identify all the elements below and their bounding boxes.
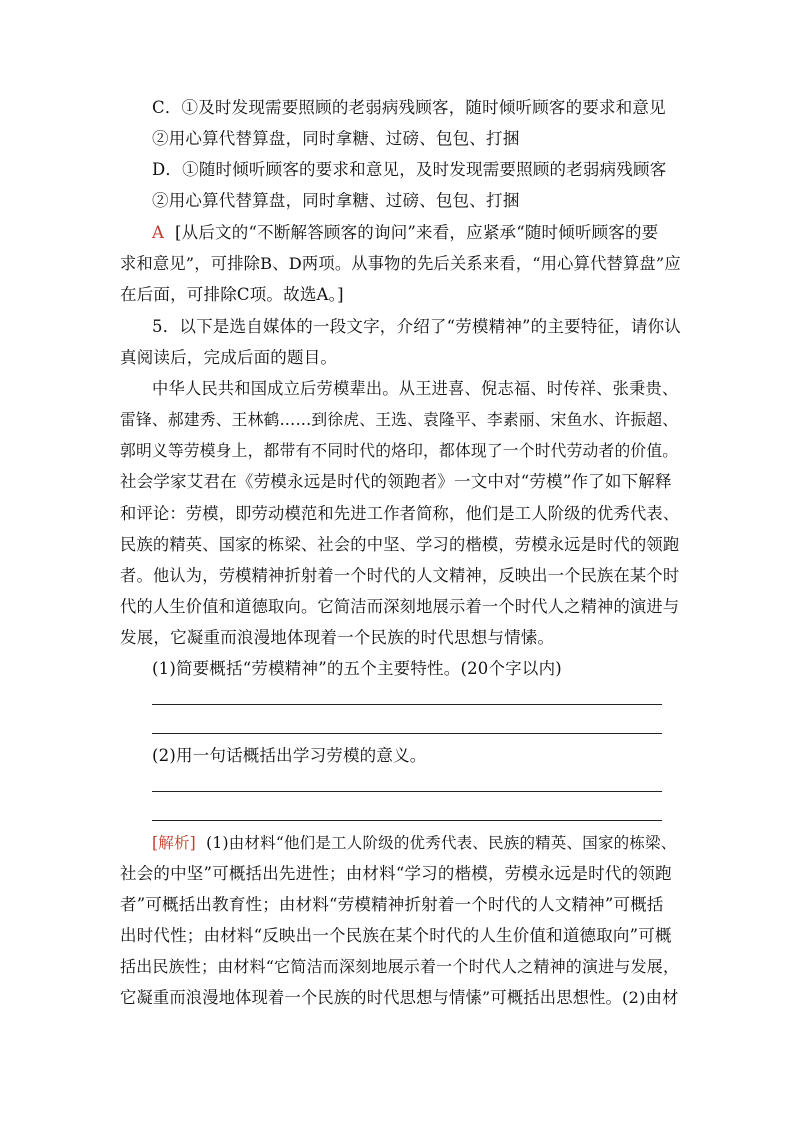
- answer-blank-2a: [152, 791, 662, 792]
- answer-line-1: [152, 223, 680, 243]
- subquestion-1: (1)简要概括“劳模精神”的五个主要特性。(20个字以内): [152, 659, 562, 678]
- passage-line-1: 中华人民共和国成立后劳模辈出。从王进喜、倪志福、时传祥、张秉贵、: [152, 379, 679, 398]
- analysis-text-1: (1)由材料“他们是工人阶级的优秀代表、民族的精英、国家的栋梁、: [206, 834, 677, 852]
- analysis-label: [解析]: [152, 834, 196, 852]
- option-c-line-1: C．①及时发现需要照顾的老弱病残顾客，随时倾听顾客的要求和意见: [152, 98, 666, 117]
- answer-text-1: [从后文的“不断解答顾客的询问”来看，应紧承“随时倾听顾客的要: [175, 223, 659, 242]
- answer-line-2: 求和意见”，可排除B、D两项。从事物的先后关系来看，“用心算代替算盘”应: [120, 254, 681, 273]
- option-c-line-2: ②用心算代替算盘，同时拿糖、过磅、包包、打捆: [152, 129, 520, 148]
- analysis-line-5: 括出民族性；由材料“它简洁而深刻地展示着一个时代人之精神的演进与发展，: [120, 957, 680, 976]
- answer-blank-1b: [152, 733, 662, 734]
- option-d-line-2: ②用心算代替算盘，同时拿糖、过磅、包包、打捆: [152, 191, 520, 210]
- answer-line-3: 在后面，可排除C项。故选A。]: [120, 285, 344, 304]
- passage-line-7: 者。他认为，劳模精神折射着一个时代的人文精神，反映出一个民族在某个时: [120, 566, 680, 585]
- passage-line-5: 和评论：劳模，即劳动模范和先进工作者简称，他们是工人阶级的优秀代表、: [120, 504, 680, 523]
- analysis-line-3: 者”可概括出教育性；由材料“劳模精神折射着一个时代的人文精神”可概括: [120, 895, 664, 914]
- passage-line-9: 发展，它凝重而浪漫地体现着一个民族的时代思想与情愫。: [120, 628, 555, 647]
- passage-line-4: 社会学家艾君在《劳模永远是时代的领跑者》一文中对“劳模”作了如下解释: [120, 472, 672, 491]
- analysis-line-2: 社会的中坚”可概括出先进性；由材料“学习的楷模，劳模永远是时代的领跑: [120, 864, 672, 883]
- subquestion-2: (2)用一句话概括出学习劳模的意义。: [152, 746, 427, 765]
- answer-blank-2b: [152, 820, 662, 821]
- question-5-line-2: 真阅读后，完成后面的题目。: [120, 348, 338, 367]
- option-d-line-1: D．①随时倾听顾客的要求和意见，及时发现需要照顾的老弱病残顾客: [152, 160, 667, 179]
- analysis-line-6: 它凝重而浪漫地体现着一个民族的时代思想与情愫”可概括出思想性。(2)由材: [120, 988, 679, 1007]
- passage-line-6: 民族的精英、国家的栋梁、社会的中坚、学习的楷模，劳模永远是时代的领跑: [120, 535, 680, 554]
- analysis-line-1: [152, 833, 680, 853]
- analysis-line-4: 出时代性；由材料“反映出一个民族在某个时代的人生价值和道德取向”可概: [120, 926, 672, 945]
- passage-line-8: 代的人生价值和道德取向。它简洁而深刻地展示着一个时代人之精神的演进与: [120, 597, 680, 616]
- passage-line-3: 郭明义等劳模身上，都带有不同时代的烙印，都体现了一个时代劳动者的价值。: [120, 441, 679, 460]
- question-5-line-1: 5．以下是选自媒体的一段文字，介绍了“劳模精神”的主要特征，请你认: [152, 317, 681, 336]
- answer-letter: A: [152, 223, 165, 242]
- answer-blank-1a: [152, 704, 662, 705]
- passage-line-2: 雷锋、郝建秀、王林鹤……到徐虎、王选、袁隆平、李素丽、宋鱼水、许振超、: [120, 410, 679, 429]
